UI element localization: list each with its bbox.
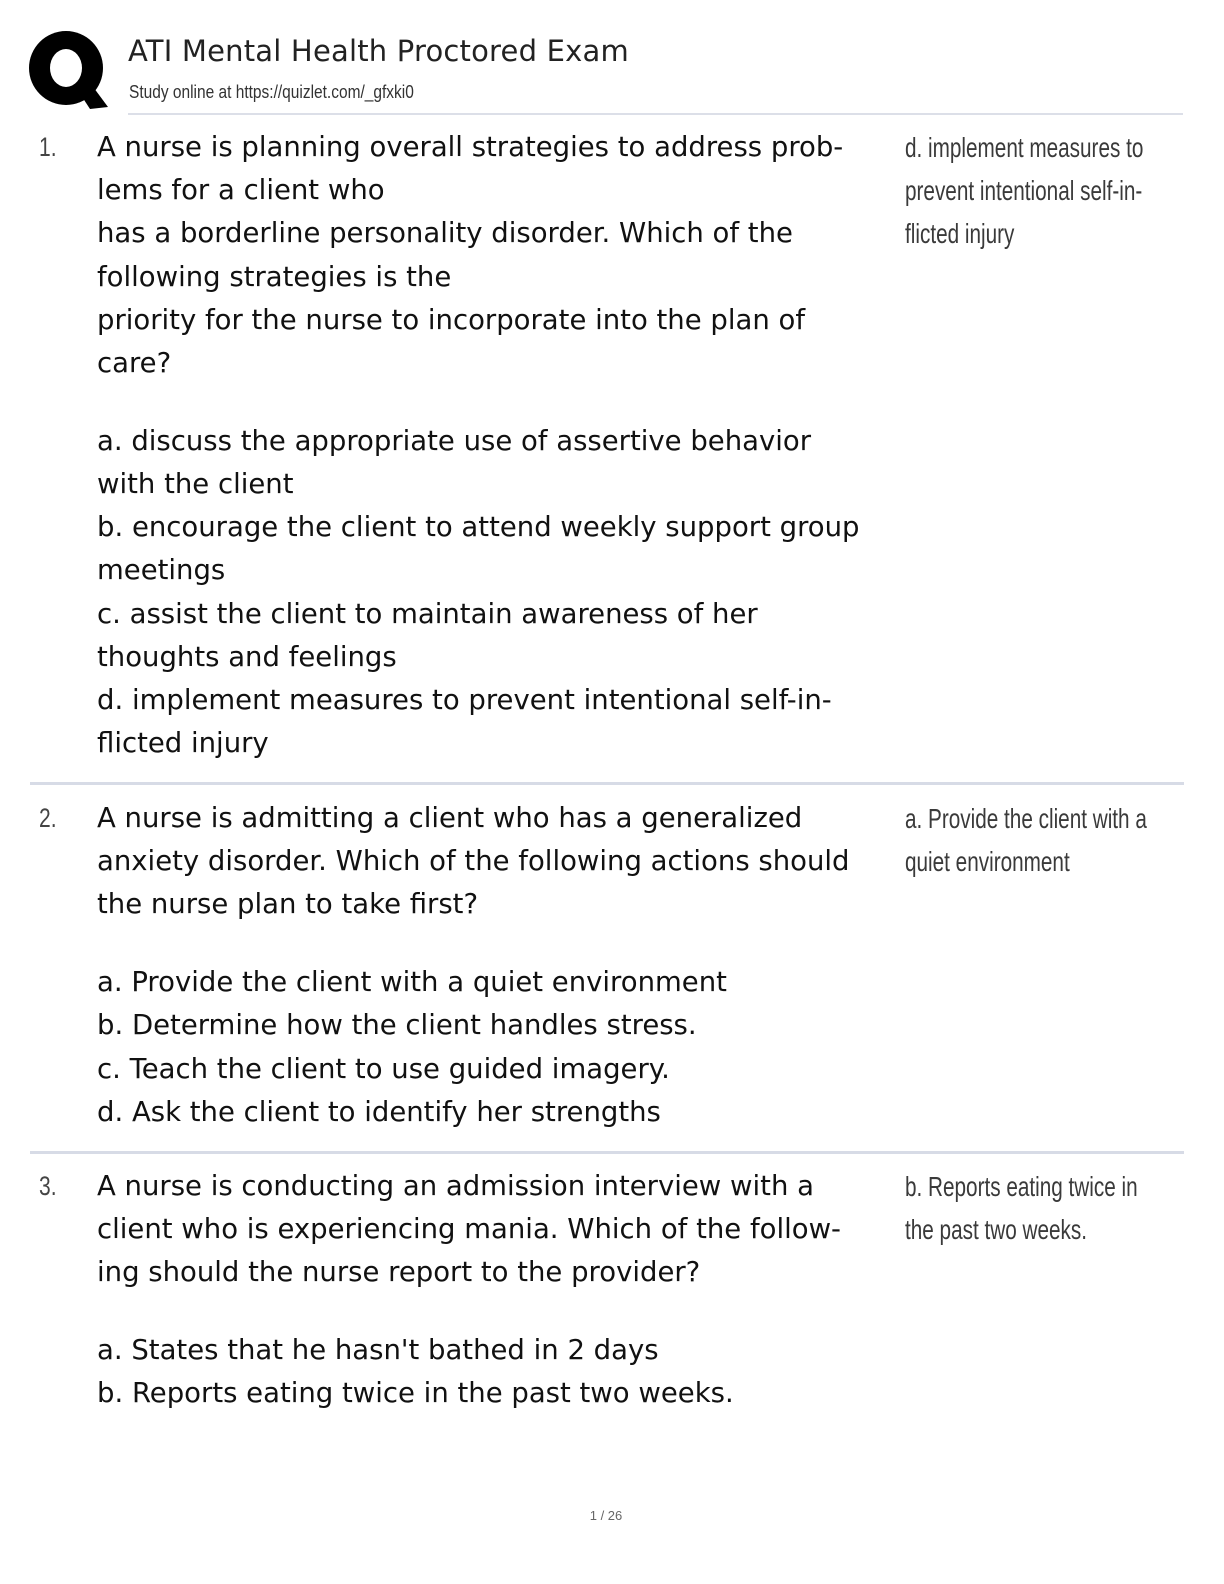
page-number: 1 / 26 — [589, 1508, 623, 1523]
answer-text — [905, 1165, 1186, 1251]
answer-line: d. implement measures to — [905, 132, 1144, 163]
question-divider — [30, 782, 1184, 785]
question-line: A nurse is admitting a client who has a generalized — [97, 802, 803, 834]
question-line: client who is experiencing mania. Which of the follow- — [97, 1213, 841, 1246]
answer-line: b. Reports eating twice in — [905, 1171, 1138, 1202]
question-number: 1. — [39, 132, 57, 162]
option-line: b. Reports eating twice in the past two weeks. — [97, 1377, 734, 1410]
document-title: ATI Mental Health Proctored Exam — [128, 34, 629, 68]
option-line: thoughts and feelings — [97, 640, 397, 673]
question-line: the nurse plan to take first? — [97, 888, 479, 921]
answer-line: flicted injury — [905, 218, 1015, 250]
question-line: has a borderline personality disorder. Which of the — [97, 217, 793, 250]
question-line: care? — [97, 347, 172, 380]
option-line: b. encourage the client to attend weekly support group — [97, 511, 860, 544]
question-line: priority for the nurse to incorporate into the plan of — [97, 303, 806, 336]
question-line: lems for a client who — [97, 174, 385, 207]
option-line: d. implement measures to prevent intentional self-in- — [97, 683, 832, 716]
answer-text — [905, 797, 1186, 883]
question-line: A nurse is planning overall strategies to address prob- — [97, 131, 844, 163]
option-line: with the client — [97, 467, 294, 500]
option-line: c. Teach the client to use guided imagery. — [97, 1052, 670, 1085]
question-line: anxiety disorder. Which of the following actions should — [97, 845, 850, 878]
question-line: following strategies is the — [97, 260, 452, 293]
question-text — [97, 797, 907, 1134]
question-number: 3. — [39, 1171, 57, 1201]
option-line: flicted injury — [97, 727, 269, 760]
study-online-link[interactable]: Study online at https://quizlet.com/_gfxki0 — [129, 82, 414, 102]
question-line: ing should the nurse report to the provider? — [97, 1256, 701, 1289]
answer-line: quiet environment — [905, 846, 1070, 878]
question-divider — [30, 1151, 1184, 1154]
option-line: a. Provide the client with a quiet environment — [97, 966, 727, 999]
answer-line: a. Provide the client with a — [905, 803, 1147, 834]
option-line: a. States that he hasn't bathed in 2 days — [97, 1334, 659, 1367]
option-line: d. Ask the client to identify her strengths — [97, 1095, 661, 1128]
answer-line: the past two weeks. — [905, 1214, 1087, 1246]
quizlet-q-logo-icon — [28, 30, 110, 110]
option-line: a. discuss the appropriate use of assertive behavior — [97, 424, 812, 457]
question-text — [97, 1165, 907, 1416]
option-line: c. assist the client to maintain awareness of her — [97, 597, 758, 630]
page-header — [0, 0, 1224, 118]
option-line: b. Determine how the client handles stress. — [97, 1009, 697, 1042]
question-text — [97, 126, 907, 765]
answer-line: prevent intentional self-in- — [905, 175, 1143, 207]
question-line: A nurse is conducting an admission interview with a — [97, 1170, 814, 1202]
option-line: meetings — [97, 554, 226, 587]
answer-text — [905, 126, 1186, 256]
header-divider — [128, 113, 1183, 115]
question-number: 2. — [39, 803, 57, 833]
